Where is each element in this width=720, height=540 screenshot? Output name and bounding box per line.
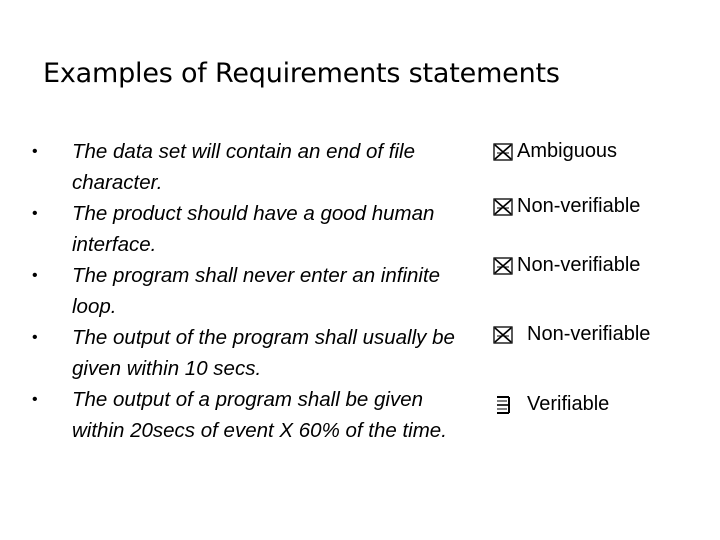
slide-title: Examples of Requirements statements bbox=[43, 58, 560, 89]
list-item bbox=[30, 322, 460, 384]
verdict-item bbox=[493, 393, 609, 416]
bullet-marker: • bbox=[32, 329, 38, 346]
cross-icon bbox=[493, 197, 513, 217]
verdict-item bbox=[493, 195, 640, 218]
list-item bbox=[30, 136, 460, 198]
verdict-label: Non-verifiable bbox=[517, 195, 641, 217]
cross-icon bbox=[493, 142, 513, 162]
verdict-item bbox=[493, 254, 640, 277]
cross-icon bbox=[493, 325, 513, 345]
verdict-label: Non-verifiable bbox=[517, 254, 641, 276]
bullet-marker: • bbox=[32, 143, 38, 160]
check-icon bbox=[493, 395, 513, 415]
verdict-label: Non-verifiable bbox=[527, 323, 651, 345]
bullet-marker: • bbox=[32, 267, 38, 284]
requirement-text: The product should have a good human interface. bbox=[72, 202, 435, 256]
verdict-item bbox=[493, 323, 650, 346]
verdict-label: Ambiguous bbox=[517, 140, 618, 162]
list-item bbox=[30, 260, 460, 322]
list-item bbox=[30, 198, 460, 260]
verdict-item bbox=[493, 140, 617, 163]
cross-icon bbox=[493, 256, 513, 276]
requirement-text: The program shall never enter an infinite loop. bbox=[72, 264, 441, 318]
bullet-marker: • bbox=[32, 391, 38, 408]
requirement-text: The output of the program shall usually be given within 10 secs. bbox=[72, 326, 455, 380]
list-item bbox=[30, 384, 460, 446]
bullet-marker: • bbox=[32, 205, 38, 222]
requirement-text: The data set will contain an end of file character. bbox=[72, 140, 416, 194]
requirement-text: The output of a program shall be given within 20secs of event X 60% of the time. bbox=[72, 388, 447, 442]
verdict-label: Verifiable bbox=[527, 393, 610, 415]
requirements-list bbox=[30, 136, 460, 446]
